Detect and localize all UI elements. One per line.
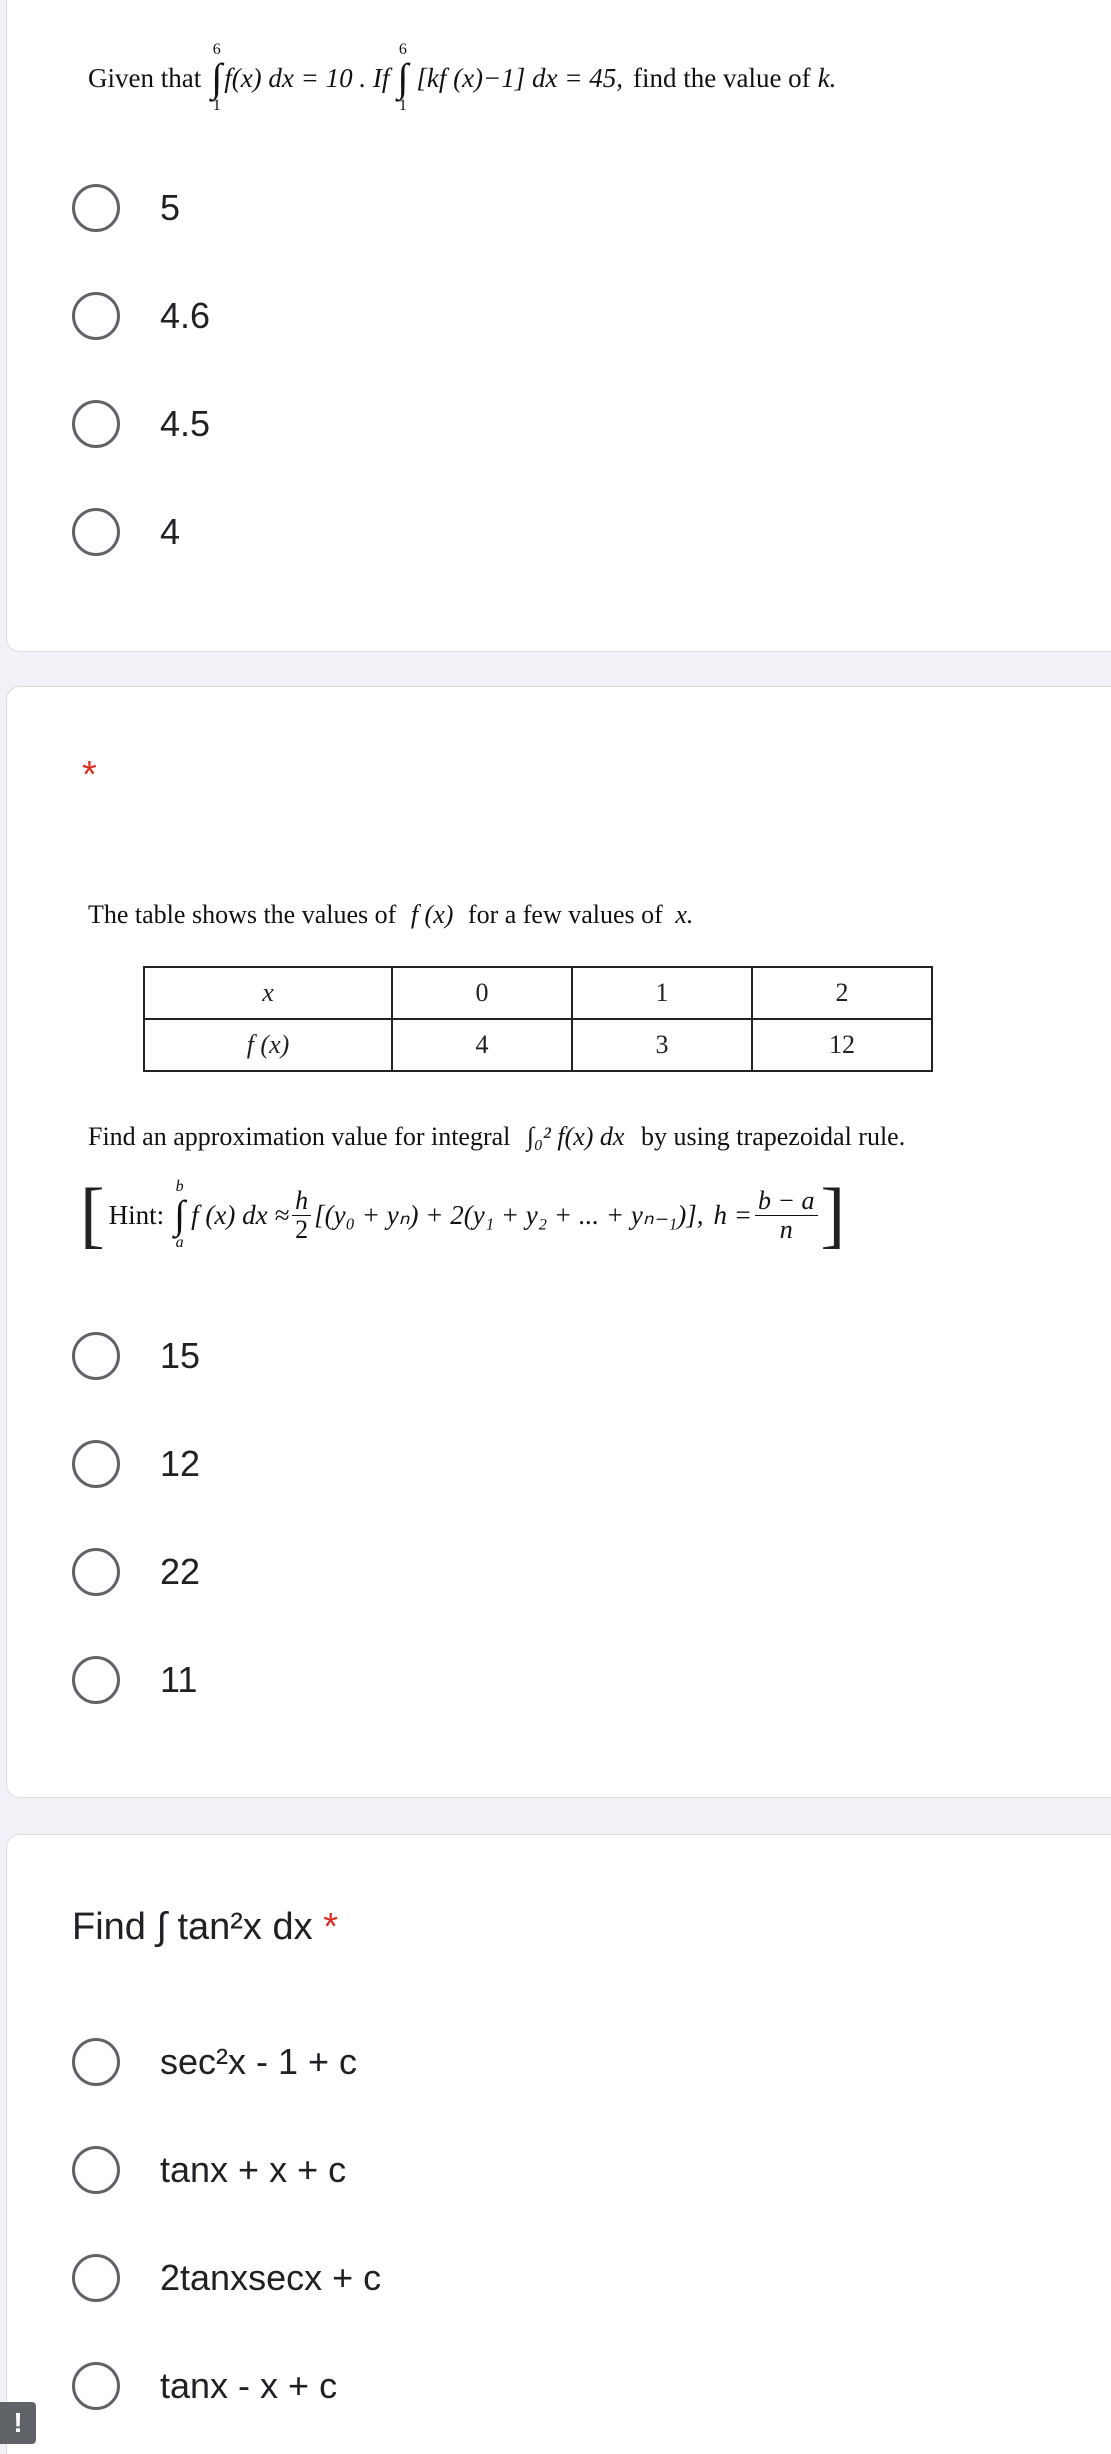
radio-button[interactable] bbox=[72, 2254, 120, 2302]
radio-button[interactable] bbox=[72, 1332, 120, 1380]
option-q3-b[interactable]: tanx + x + c bbox=[72, 2142, 346, 2198]
fraction: $\frac{h}{2}$ bbox=[292, 1187, 311, 1243]
integral-sign: b ∫ a bbox=[174, 1178, 186, 1251]
option-q1-d[interactable]: 4 bbox=[72, 504, 180, 560]
radio-button[interactable] bbox=[72, 2362, 120, 2410]
table-row: x 0 1 2 bbox=[144, 967, 932, 1019]
option-q2-a[interactable]: 15 bbox=[72, 1328, 200, 1384]
table-row: f (x) 4 3 12 bbox=[144, 1019, 932, 1071]
integral-sign: 6 ∫ 1 bbox=[211, 41, 223, 114]
prompt-text: Given that bbox=[88, 62, 202, 93]
required-asterisk: * bbox=[82, 754, 97, 796]
prompt-variable: k. bbox=[817, 62, 837, 93]
integral-expression: ∫₀² f(x) dx bbox=[526, 1122, 625, 1151]
option-q1-a[interactable]: 5 bbox=[72, 180, 180, 236]
option-q1-b[interactable]: 4.6 bbox=[72, 288, 210, 344]
radio-button[interactable] bbox=[72, 508, 120, 556]
alert-badge-icon[interactable]: ! bbox=[0, 2402, 36, 2444]
prompt-expression-1: f(x) dx = 10 . If bbox=[224, 62, 390, 93]
radio-button[interactable] bbox=[72, 1548, 120, 1596]
question-2-intro: The table shows the values of f (x) for a few values of x. bbox=[88, 900, 694, 929]
radio-button[interactable] bbox=[72, 400, 120, 448]
option-q3-d[interactable]: tanx - x + c bbox=[72, 2358, 337, 2414]
fraction: $\frac{b - a}{n}$ bbox=[755, 1187, 818, 1243]
option-q3-c[interactable]: 2tanxsecx + c bbox=[72, 2250, 381, 2306]
values-table bbox=[143, 966, 933, 1072]
radio-button[interactable] bbox=[72, 2038, 120, 2086]
integral-sign: 6 ∫ 1 bbox=[397, 41, 409, 114]
prompt-expression-2: [kf (x)−1] dx = 45, bbox=[416, 62, 623, 93]
option-q1-c[interactable]: 4.5 bbox=[72, 396, 210, 452]
question-title: Find ∫ tan²x dx bbox=[72, 1906, 313, 1948]
option-q3-a[interactable]: sec²x - 1 + c bbox=[72, 2034, 357, 2090]
question-1-prompt bbox=[88, 42, 836, 114]
radio-button[interactable] bbox=[72, 184, 120, 232]
hint-formula: [ Hint: b ∫ a f (x) dx ≈ $\frac{h}{2}$ [(y₀ + yₙ) + 2(y₁ + y₂ + ... + yₙ₋₁)], h = $\frac{b - a}{n}$ ] bbox=[80, 1174, 846, 1256]
option-q2-d[interactable]: 11 bbox=[72, 1652, 197, 1708]
option-q2-c[interactable]: 22 bbox=[72, 1544, 200, 1600]
radio-button[interactable] bbox=[72, 1440, 120, 1488]
radio-button[interactable] bbox=[72, 1656, 120, 1704]
radio-button[interactable] bbox=[72, 292, 120, 340]
question-3-title bbox=[72, 1906, 338, 1949]
prompt-text: find the value of bbox=[632, 62, 811, 93]
required-asterisk: * bbox=[323, 1906, 338, 1948]
question-2-find-text: Find an approximation value for integral ∫₀² f(x) dx by using trapezoidal rule. bbox=[88, 1122, 906, 1151]
radio-button[interactable] bbox=[72, 2146, 120, 2194]
option-q2-b[interactable]: 12 bbox=[72, 1436, 200, 1492]
